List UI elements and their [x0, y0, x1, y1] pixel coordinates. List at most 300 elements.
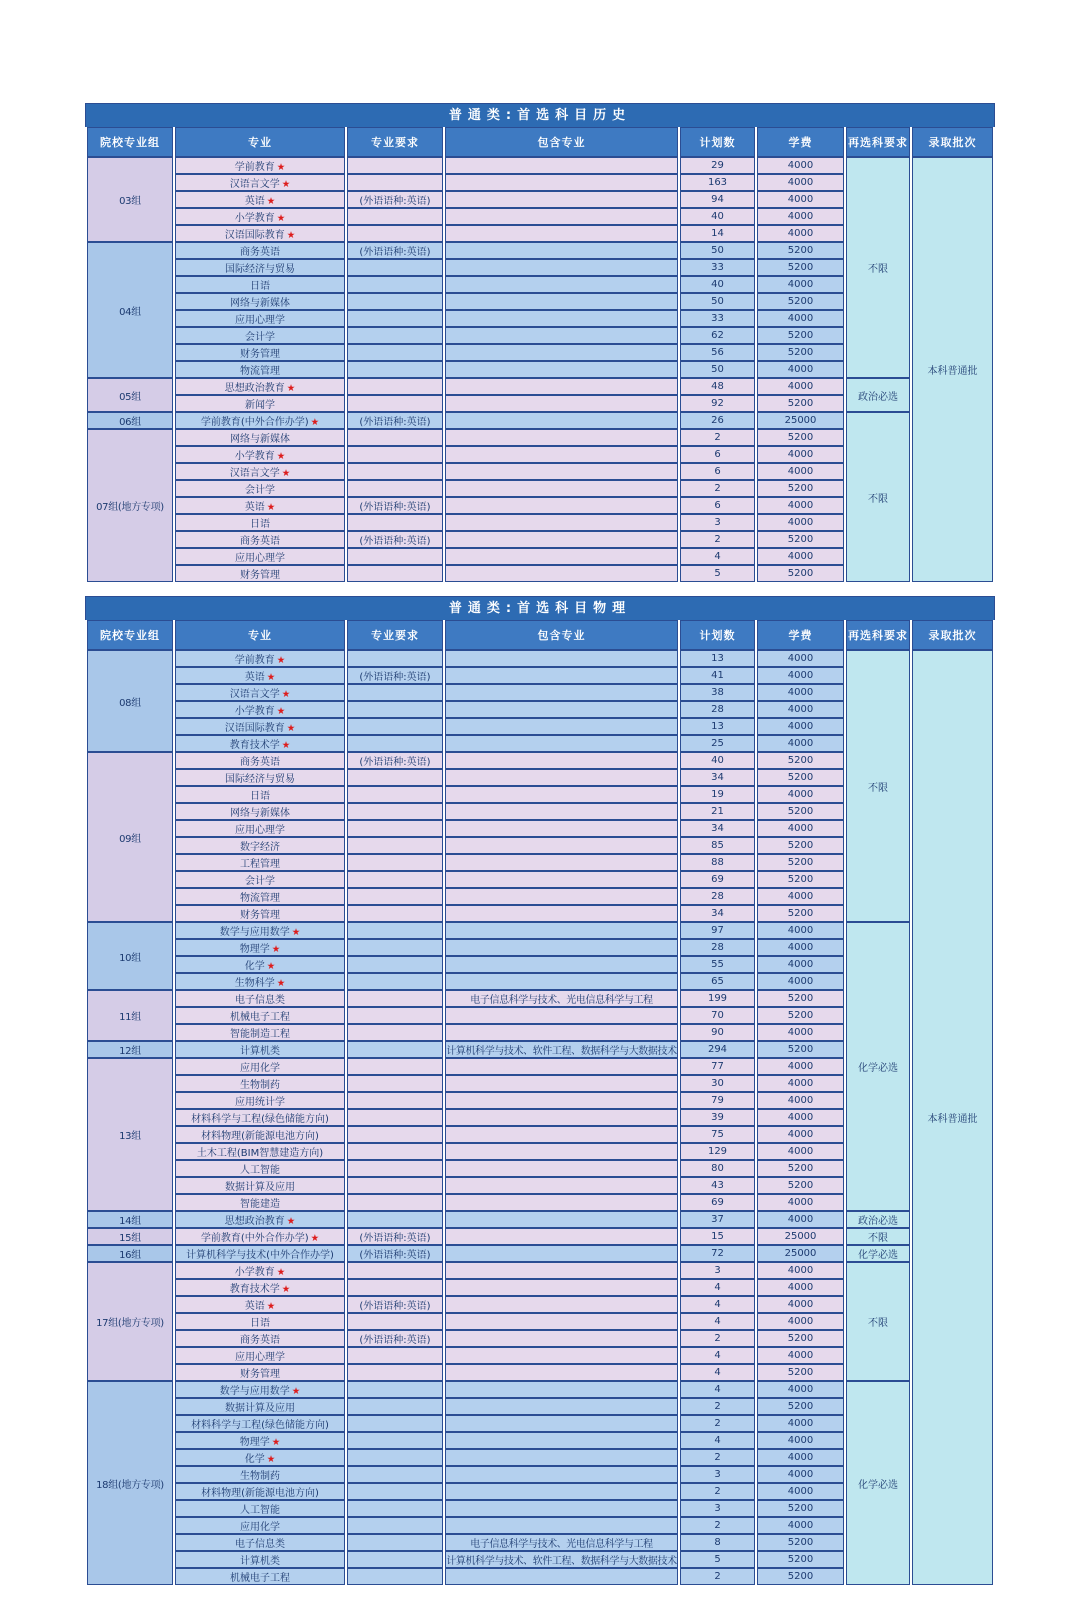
req-cell	[347, 735, 443, 752]
fee-cell: 4000	[757, 1075, 844, 1092]
plan-cell: 21	[680, 803, 755, 820]
table-title-physics: 普通类:首选科目物理	[85, 596, 995, 620]
column-header-5: 学费	[757, 127, 844, 157]
included-cell	[445, 480, 678, 497]
fee-cell: 4000	[757, 446, 844, 463]
fee-cell: 5200	[757, 344, 844, 361]
fee-cell: 4000	[757, 922, 844, 939]
req-cell	[347, 1007, 443, 1024]
star-icon: ★	[286, 383, 296, 394]
group-cell: 10组	[87, 922, 173, 990]
column-header-5: 学费	[757, 620, 844, 650]
major-cell	[175, 1432, 345, 1449]
plan-cell: 6	[680, 497, 755, 514]
physics-table-header	[87, 620, 993, 650]
included-cell	[445, 514, 678, 531]
major-cell	[175, 378, 345, 395]
fee-cell: 4000	[757, 1143, 844, 1160]
included-cell	[445, 276, 678, 293]
included-cell	[445, 1500, 678, 1517]
plan-cell: 33	[680, 259, 755, 276]
included-cell	[445, 888, 678, 905]
column-header-2: 专业要求	[347, 127, 443, 157]
req-cell	[347, 1551, 443, 1568]
star-icon: ★	[276, 706, 286, 717]
fee-cell: 5200	[757, 837, 844, 854]
fee-cell: 4000	[757, 157, 844, 174]
major-label: 电子信息类	[235, 1539, 285, 1550]
major-label: 机械电子工程	[230, 1573, 290, 1584]
group-cell: 08组	[87, 650, 173, 752]
plan-cell: 56	[680, 344, 755, 361]
group-cell: 06组	[87, 412, 173, 429]
major-cell	[175, 1279, 345, 1296]
major-label: 财务管理	[240, 349, 280, 360]
column-header-6: 再选科要求	[846, 620, 910, 650]
included-cell	[445, 259, 678, 276]
major-cell	[175, 1381, 345, 1398]
plan-cell: 41	[680, 667, 755, 684]
req-cell	[347, 854, 443, 871]
included-cell	[445, 1262, 678, 1279]
major-label: 材料物理(新能源电池方向)	[201, 1488, 319, 1499]
req-cell	[347, 480, 443, 497]
fee-cell: 5200	[757, 1500, 844, 1517]
star-icon: ★	[286, 723, 296, 734]
major-label: 生物制药	[240, 1471, 280, 1482]
req-cell	[347, 1126, 443, 1143]
major-label: 财务管理	[240, 1369, 280, 1380]
fee-cell: 5200	[757, 1398, 844, 1415]
major-cell	[175, 208, 345, 225]
major-label: 人工智能	[240, 1505, 280, 1516]
major-cell	[175, 1534, 345, 1551]
plan-cell: 50	[680, 293, 755, 310]
fee-cell: 4000	[757, 1058, 844, 1075]
fee-cell: 5200	[757, 429, 844, 446]
major-label: 学前教育(中外合作办学)	[200, 417, 309, 428]
plan-cell: 85	[680, 837, 755, 854]
plan-cell: 34	[680, 769, 755, 786]
major-cell	[175, 1500, 345, 1517]
req-cell	[347, 1449, 443, 1466]
major-label: 财务管理	[240, 910, 280, 921]
subject-requirement-cell: 不限	[846, 412, 910, 582]
included-cell	[445, 225, 678, 242]
table-row	[87, 922, 993, 939]
plan-cell: 4	[680, 1432, 755, 1449]
star-icon: ★	[266, 672, 276, 683]
fee-cell: 4000	[757, 276, 844, 293]
req-cell	[347, 276, 443, 293]
fee-cell: 4000	[757, 1415, 844, 1432]
star-icon: ★	[266, 502, 276, 513]
major-label: 会计学	[245, 876, 275, 887]
plan-cell: 25	[680, 735, 755, 752]
major-label: 小学教育	[234, 451, 275, 462]
included-cell	[445, 1296, 678, 1313]
plan-cell: 43	[680, 1177, 755, 1194]
fee-cell: 4000	[757, 973, 844, 990]
major-label: 网络与新媒体	[230, 434, 290, 445]
req-cell	[347, 1109, 443, 1126]
req-cell	[347, 956, 443, 973]
major-cell	[175, 1415, 345, 1432]
group-cell: 03组	[87, 157, 173, 242]
included-cell	[445, 1364, 678, 1381]
included-cell	[445, 497, 678, 514]
fee-cell: 25000	[757, 1228, 844, 1245]
star-icon: ★	[310, 417, 320, 428]
plan-cell: 92	[680, 395, 755, 412]
subject-requirement-cell: 化学必选	[846, 1381, 910, 1585]
plan-cell: 6	[680, 463, 755, 480]
subject-requirement-cell: 不限	[846, 1262, 910, 1381]
included-cell	[445, 1160, 678, 1177]
req-cell	[347, 1041, 443, 1058]
included-cell	[445, 1279, 678, 1296]
included-cell: 计算机科学与技术、软件工程、数据科学与大数据技术	[445, 1551, 678, 1568]
subject-requirement-cell: 不限	[846, 157, 910, 378]
group-cell: 13组	[87, 1058, 173, 1211]
plan-cell: 3	[680, 1262, 755, 1279]
star-icon: ★	[276, 978, 286, 989]
column-header-3: 包含专业	[445, 620, 678, 650]
fee-cell: 4000	[757, 650, 844, 667]
column-header-2: 专业要求	[347, 620, 443, 650]
included-cell	[445, 1245, 678, 1262]
major-cell	[175, 480, 345, 497]
major-cell	[175, 820, 345, 837]
included-cell	[445, 1415, 678, 1432]
major-cell	[175, 514, 345, 531]
req-cell	[347, 718, 443, 735]
req-cell: (外语语种:英语)	[347, 1245, 443, 1262]
major-cell	[175, 939, 345, 956]
included-cell: 电子信息科学与技术、光电信息科学与工程	[445, 990, 678, 1007]
req-cell	[347, 174, 443, 191]
major-label: 汉语国际教育	[224, 230, 285, 241]
history-plan-table	[85, 127, 995, 582]
plan-cell: 6	[680, 446, 755, 463]
included-cell	[445, 1109, 678, 1126]
major-cell	[175, 1551, 345, 1568]
major-cell	[175, 956, 345, 973]
major-label: 化学	[244, 961, 265, 972]
plan-cell: 28	[680, 701, 755, 718]
included-cell	[445, 429, 678, 446]
major-label: 网络与新媒体	[230, 298, 290, 309]
major-label: 生物科学	[234, 978, 275, 989]
fee-cell: 5200	[757, 752, 844, 769]
table-row	[87, 1262, 993, 1279]
plan-cell: 80	[680, 1160, 755, 1177]
fee-cell: 4000	[757, 1347, 844, 1364]
major-cell	[175, 395, 345, 412]
group-cell: 15组	[87, 1228, 173, 1245]
star-icon: ★	[291, 927, 301, 938]
req-cell	[347, 701, 443, 718]
major-cell	[175, 667, 345, 684]
fee-cell: 4000	[757, 514, 844, 531]
major-label: 应用心理学	[235, 315, 285, 326]
fee-cell: 4000	[757, 1211, 844, 1228]
plan-cell: 3	[680, 514, 755, 531]
plan-cell: 55	[680, 956, 755, 973]
included-cell	[445, 463, 678, 480]
plan-cell: 50	[680, 242, 755, 259]
table-row	[87, 1211, 993, 1228]
plan-cell: 28	[680, 888, 755, 905]
plan-cell: 50	[680, 361, 755, 378]
fee-cell: 5200	[757, 803, 844, 820]
req-cell	[347, 1024, 443, 1041]
req-cell	[347, 1500, 443, 1517]
major-label: 化学	[244, 1454, 265, 1465]
included-cell	[445, 242, 678, 259]
star-icon: ★	[281, 740, 291, 751]
plan-cell: 79	[680, 1092, 755, 1109]
plan-cell: 19	[680, 786, 755, 803]
plan-cell: 69	[680, 1194, 755, 1211]
star-icon: ★	[276, 451, 286, 462]
plan-cell: 2	[680, 1483, 755, 1500]
major-cell	[175, 871, 345, 888]
major-label: 数据计算及应用	[225, 1403, 295, 1414]
star-icon: ★	[276, 1267, 286, 1278]
req-cell	[347, 1160, 443, 1177]
major-label: 日语	[250, 281, 270, 292]
major-cell	[175, 1517, 345, 1534]
major-cell	[175, 1143, 345, 1160]
plan-cell: 2	[680, 429, 755, 446]
included-cell	[445, 1398, 678, 1415]
star-icon: ★	[310, 1233, 320, 1244]
included-cell	[445, 1194, 678, 1211]
included-cell	[445, 1347, 678, 1364]
major-cell	[175, 1041, 345, 1058]
major-cell	[175, 225, 345, 242]
req-cell	[347, 1313, 443, 1330]
plan-cell: 37	[680, 1211, 755, 1228]
included-cell	[445, 1024, 678, 1041]
major-label: 日语	[250, 791, 270, 802]
included-cell	[445, 837, 678, 854]
included-cell	[445, 327, 678, 344]
req-cell	[347, 769, 443, 786]
included-cell	[445, 701, 678, 718]
plan-cell: 2	[680, 1415, 755, 1432]
column-header-4: 计划数	[680, 620, 755, 650]
major-label: 应用化学	[240, 1063, 280, 1074]
major-cell	[175, 242, 345, 259]
fee-cell: 4000	[757, 701, 844, 718]
fee-cell: 25000	[757, 412, 844, 429]
major-cell	[175, 1075, 345, 1092]
major-label: 数学与应用数学	[219, 1386, 290, 1397]
fee-cell: 5200	[757, 531, 844, 548]
fee-cell: 5200	[757, 395, 844, 412]
plan-cell: 48	[680, 378, 755, 395]
star-icon: ★	[266, 196, 276, 207]
major-cell	[175, 531, 345, 548]
plan-cell: 75	[680, 1126, 755, 1143]
req-cell	[347, 1075, 443, 1092]
major-cell	[175, 361, 345, 378]
plan-cell: 4	[680, 548, 755, 565]
req-cell	[347, 1347, 443, 1364]
plan-cell: 15	[680, 1228, 755, 1245]
req-cell	[347, 1058, 443, 1075]
major-cell	[175, 1211, 345, 1228]
major-label: 物理学	[239, 944, 270, 955]
included-cell	[445, 752, 678, 769]
plan-cell: 2	[680, 1398, 755, 1415]
fee-cell: 5200	[757, 293, 844, 310]
included-cell	[445, 769, 678, 786]
req-cell	[347, 990, 443, 1007]
star-icon: ★	[271, 1437, 281, 1448]
fee-cell: 4000	[757, 225, 844, 242]
admission-batch-cell: 本科普通批	[912, 650, 993, 1585]
major-cell	[175, 1177, 345, 1194]
major-cell	[175, 854, 345, 871]
major-label: 日语	[250, 1318, 270, 1329]
physics-plan-table	[85, 620, 995, 1585]
star-icon: ★	[266, 1301, 276, 1312]
req-cell	[347, 225, 443, 242]
major-label: 材料科学与工程(绿色储能方向)	[191, 1420, 329, 1431]
group-cell: 16组	[87, 1245, 173, 1262]
req-cell	[347, 1483, 443, 1500]
major-label: 应用化学	[240, 1522, 280, 1533]
plan-cell: 4	[680, 1364, 755, 1381]
plan-cell: 13	[680, 718, 755, 735]
req-cell	[347, 1211, 443, 1228]
subject-requirement-cell: 不限	[846, 1228, 910, 1245]
major-cell	[175, 463, 345, 480]
plan-cell: 40	[680, 752, 755, 769]
plan-cell: 2	[680, 1517, 755, 1534]
req-cell: (外语语种:英语)	[347, 531, 443, 548]
included-cell	[445, 1075, 678, 1092]
major-label: 物理学	[239, 1437, 270, 1448]
included-cell	[445, 1143, 678, 1160]
plan-cell: 72	[680, 1245, 755, 1262]
major-cell	[175, 752, 345, 769]
included-cell: 计算机科学与技术、软件工程、数据科学与大数据技术	[445, 1041, 678, 1058]
table-row	[87, 650, 993, 667]
req-cell	[347, 1568, 443, 1585]
fee-cell: 4000	[757, 718, 844, 735]
major-cell	[175, 990, 345, 1007]
content-area	[85, 103, 995, 1599]
major-cell	[175, 1364, 345, 1381]
req-cell	[347, 1262, 443, 1279]
major-label: 汉语言文学	[229, 468, 280, 479]
column-header-1: 专业	[175, 127, 345, 157]
major-cell	[175, 497, 345, 514]
req-cell	[347, 973, 443, 990]
plan-cell: 62	[680, 327, 755, 344]
fee-cell: 5200	[757, 1364, 844, 1381]
fee-cell: 5200	[757, 480, 844, 497]
plan-cell: 33	[680, 310, 755, 327]
plan-cell: 77	[680, 1058, 755, 1075]
included-cell	[445, 1313, 678, 1330]
major-cell	[175, 1194, 345, 1211]
plan-cell: 94	[680, 191, 755, 208]
plan-cell: 4	[680, 1279, 755, 1296]
fee-cell: 5200	[757, 1007, 844, 1024]
fee-cell: 4000	[757, 1313, 844, 1330]
included-cell	[445, 820, 678, 837]
req-cell: (外语语种:英语)	[347, 667, 443, 684]
major-cell	[175, 837, 345, 854]
plan-cell: 2	[680, 1449, 755, 1466]
req-cell	[347, 1466, 443, 1483]
major-cell	[175, 1262, 345, 1279]
star-icon: ★	[266, 1454, 276, 1465]
major-label: 数学与应用数学	[219, 927, 290, 938]
major-label: 机械电子工程	[230, 1012, 290, 1023]
major-label: 小学教育	[234, 1267, 275, 1278]
star-icon: ★	[266, 961, 276, 972]
major-label: 会计学	[245, 485, 275, 496]
req-cell: (外语语种:英语)	[347, 1296, 443, 1313]
fee-cell: 4000	[757, 786, 844, 803]
major-cell	[175, 157, 345, 174]
plan-cell: 129	[680, 1143, 755, 1160]
fee-cell: 4000	[757, 1432, 844, 1449]
major-cell	[175, 548, 345, 565]
req-cell	[347, 1415, 443, 1432]
major-label: 英语	[244, 502, 265, 513]
req-cell	[347, 1517, 443, 1534]
major-cell	[175, 650, 345, 667]
included-cell	[445, 174, 678, 191]
major-cell	[175, 1330, 345, 1347]
req-cell	[347, 514, 443, 531]
major-label: 数据计算及应用	[225, 1182, 295, 1193]
major-label: 财务管理	[240, 570, 280, 581]
plan-cell: 2	[680, 1330, 755, 1347]
major-label: 数字经济	[240, 842, 280, 853]
major-cell	[175, 293, 345, 310]
req-cell	[347, 327, 443, 344]
major-label: 商务英语	[240, 1335, 280, 1346]
included-cell	[445, 344, 678, 361]
plan-cell: 29	[680, 157, 755, 174]
req-cell	[347, 565, 443, 582]
major-label: 商务英语	[240, 757, 280, 768]
included-cell	[445, 1466, 678, 1483]
fee-cell: 4000	[757, 735, 844, 752]
plan-cell: 28	[680, 939, 755, 956]
major-cell	[175, 922, 345, 939]
subject-requirement-cell: 化学必选	[846, 922, 910, 1211]
major-label: 物流管理	[240, 366, 280, 377]
fee-cell: 25000	[757, 1245, 844, 1262]
major-cell	[175, 1568, 345, 1585]
req-cell	[347, 310, 443, 327]
plan-cell: 38	[680, 684, 755, 701]
major-cell	[175, 905, 345, 922]
req-cell	[347, 463, 443, 480]
fee-cell: 4000	[757, 1092, 844, 1109]
fee-cell: 4000	[757, 310, 844, 327]
included-cell	[445, 310, 678, 327]
